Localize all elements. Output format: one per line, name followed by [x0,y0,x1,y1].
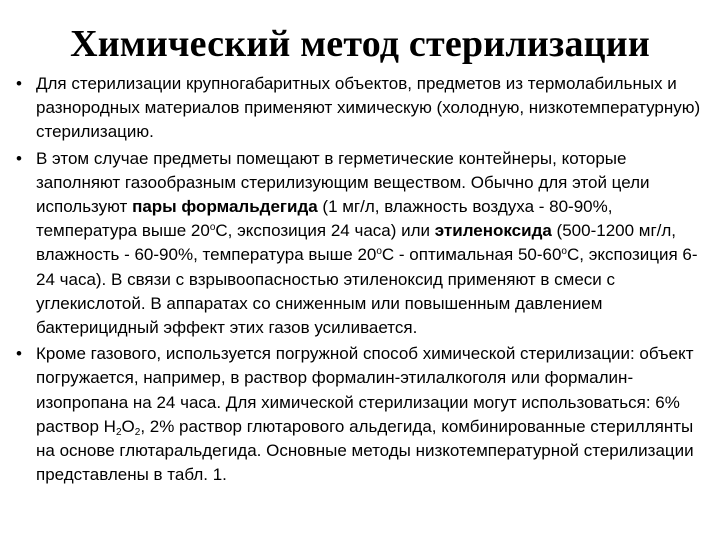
bullet-dot-icon: • [16,148,22,168]
text-run: Кроме газового, используется погружной способ химической стерилизации: объект погружается, например, в раствор формалин-этилалкоголя или формалин-изопропана на 24 часа. Для химической стерилизации могут использоваться: 6% раствор H [36,344,694,436]
bold-term-formaldehyde: пары формальдегида [132,197,318,217]
subscript: 2 [134,426,141,438]
bullet-text: Для стерилизации крупногабаритных объектов, предметов из термолабильных и разнородных материалов применяют химическую (холодную, низкотемпературную) стерилизацию. [36,74,701,142]
subscript: 2 [115,426,122,438]
text-run: , 2% раствор глютарового альдегида, комбинированные стериллянты на основе глютаральдегида. Основные методы низкотемпературной стерилизации представлены в табл. 1. [36,416,694,485]
bullet-item-2 [12,147,712,341]
slide-title: Химический метод стерилизации [70,23,650,65]
text-run: С, экспозиция 6-24 часа). В связи с взрывоопасностью этиленоксид применяют в смеси с углекислотой. В аппаратах со сниженным или повышенным давлением бактерицидный эффект этих газов усиливается. [36,245,698,338]
text-run: O [121,416,135,436]
bullet-text [36,147,712,341]
degree-mark: о [561,246,567,258]
bullet-text [36,342,712,487]
text-run: С, экспозиция 24 часа) или [215,221,435,241]
bullet-item-1 [12,72,712,145]
text-run: С - оптимальная 50-60 [381,245,562,265]
text-run: (500-1200 мг/л, влажность - 60-90%, температура выше 20 [36,221,677,265]
bold-term-ethylene-oxide: этиленоксида [434,221,552,241]
degree-mark: о [376,246,382,258]
degree-mark: о [209,222,216,234]
bullet-dot-icon: • [16,74,22,93]
text-run: (1 мг/л, влажность воздуха - 80-90%, температура выше 20 [36,197,613,241]
text-run: В этом случае предметы помещают в герметические контейнеры, которые заполняют газообразным стерилизующим веществом. Обычно для этой цели используют [36,148,650,217]
bullet-dot-icon: • [16,344,22,364]
slide-body [12,72,712,489]
bullet-item-3 [12,342,712,487]
